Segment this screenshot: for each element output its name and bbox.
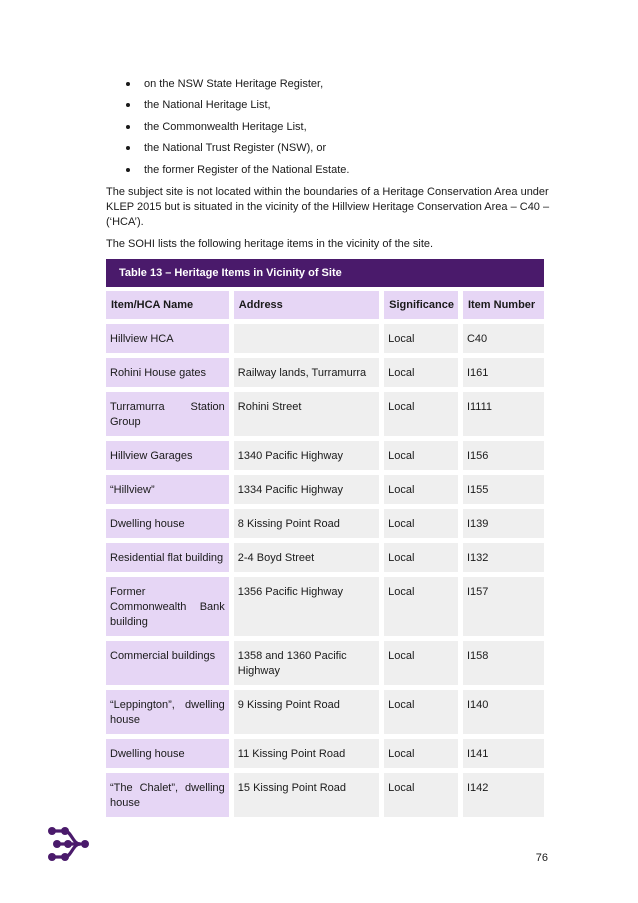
cell-item-number: I157	[463, 577, 544, 636]
cell-significance: Local	[384, 475, 458, 504]
cell-address: 8 Kissing Point Road	[234, 509, 379, 538]
table-row	[106, 441, 544, 470]
cell-name: “Hillview”	[106, 475, 229, 504]
table-row	[106, 358, 544, 387]
cell-significance: Local	[384, 577, 458, 636]
cell-name: “The Chalet”, dwelling house	[106, 773, 229, 817]
cell-significance: Local	[384, 392, 458, 436]
list-item: on the NSW State Heritage Register,	[124, 77, 544, 98]
cell-name: “Leppington”, dwelling house	[106, 690, 229, 734]
cell-item-number: I1111	[463, 392, 544, 436]
table-row	[106, 392, 544, 436]
table-row	[106, 324, 544, 353]
cell-address: Railway lands, Turramurra	[234, 358, 379, 387]
cell-item-number: I132	[463, 543, 544, 572]
list-item: the former Register of the National Estate.	[124, 163, 544, 184]
list-item: the National Trust Register (NSW), or	[124, 141, 544, 162]
table-row	[106, 641, 544, 685]
list-item: the Commonwealth Heritage List,	[124, 120, 544, 141]
cell-significance: Local	[384, 358, 458, 387]
cell-name: Rohini House gates	[106, 358, 229, 387]
cell-name: Hillview Garages	[106, 441, 229, 470]
cell-item-number: C40	[463, 324, 544, 353]
list-item: the National Heritage List,	[124, 98, 544, 119]
table-row	[106, 690, 544, 734]
cell-name: Dwelling house	[106, 739, 229, 768]
cell-name: Former Commonwealth Bank building	[106, 577, 229, 636]
sohi-paragraph: The SOHI lists the following heritage items in the vicinity of the site.	[106, 238, 434, 250]
cell-significance: Local	[384, 641, 458, 685]
table-row	[106, 773, 544, 817]
heritage-items-table	[106, 259, 544, 822]
cell-item-number: I156	[463, 441, 544, 470]
cell-address: 9 Kissing Point Road	[234, 690, 379, 734]
cell-significance: Local	[384, 739, 458, 768]
table-row	[106, 739, 544, 768]
cell-significance: Local	[384, 690, 458, 734]
cell-name: Dwelling house	[106, 509, 229, 538]
cell-name: Commercial buildings	[106, 641, 229, 685]
column-header-address: Address	[234, 291, 379, 319]
cell-item-number: I155	[463, 475, 544, 504]
cell-significance: Local	[384, 543, 458, 572]
cell-significance: Local	[384, 509, 458, 538]
page-number: 76	[535, 852, 548, 864]
cell-item-number: I140	[463, 690, 544, 734]
column-header-name: Item/HCA Name	[106, 291, 229, 319]
cell-significance: Local	[384, 441, 458, 470]
cell-item-number: I141	[463, 739, 544, 768]
cell-item-number: I161	[463, 358, 544, 387]
cell-address: 1356 Pacific Highway	[234, 577, 379, 636]
cell-name: Hillview HCA	[106, 324, 229, 353]
heritage-register-list	[124, 77, 544, 184]
cell-item-number: I158	[463, 641, 544, 685]
cell-address: 11 Kissing Point Road	[234, 739, 379, 768]
cell-significance: Local	[384, 324, 458, 353]
table-caption: Table 13 – Heritage Items in Vicinity of Site	[106, 259, 544, 287]
cell-item-number: I142	[463, 773, 544, 817]
table-row	[106, 543, 544, 572]
table-body	[106, 324, 544, 817]
cell-address: 15 Kissing Point Road	[234, 773, 379, 817]
table-row	[106, 509, 544, 538]
column-header-item-number: Item Number	[463, 291, 544, 319]
heritage-table	[101, 286, 549, 822]
cell-address: Rohini Street	[234, 392, 379, 436]
table-row	[106, 475, 544, 504]
cell-address: 1340 Pacific Highway	[234, 441, 379, 470]
cell-address	[234, 324, 379, 353]
cell-address: 1358 and 1360 Pacific Highway	[234, 641, 379, 685]
cell-name: Residential flat building	[106, 543, 229, 572]
cell-significance: Local	[384, 773, 458, 817]
hca-paragraph: The subject site is not located within the boundaries of a Heritage Conservation Area under KLEP 2015 but is situated in the vicinity of the Hillview Heritage Conservation Area – C40 – (‘HCA’).	[106, 186, 550, 228]
cell-address: 2-4 Boyd Street	[234, 543, 379, 572]
cell-item-number: I139	[463, 509, 544, 538]
cell-address: 1334 Pacific Highway	[234, 475, 379, 504]
cell-name: Turramurra Station Group	[106, 392, 229, 436]
column-header-significance: Significance	[384, 291, 458, 319]
table-row	[106, 577, 544, 636]
company-logo-icon	[47, 825, 91, 865]
table-header-row	[106, 291, 544, 319]
